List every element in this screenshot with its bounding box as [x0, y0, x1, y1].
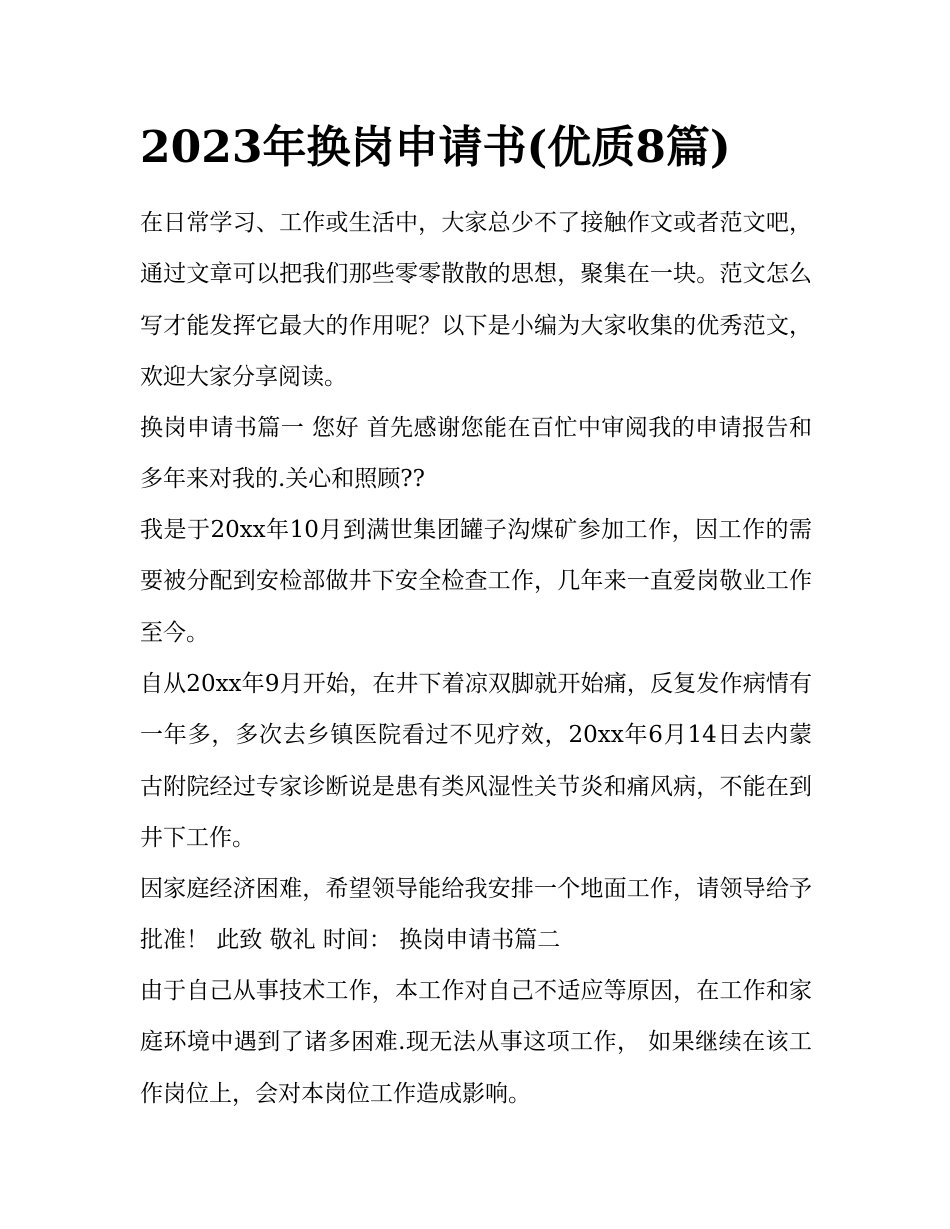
- paragraph-intro: 在日常学习、工作或生活中，大家总少不了接触作文或者范文吧，通过文章可以把我们那些零零散散的思想，聚集在一块。范文怎么写才能发挥它最大的作用呢？以下是小编为大家收集的优秀范文，欢迎大家分享阅读。: [140, 210, 812, 390]
- document-title: 2023年换岗申请书(优质8篇): [140, 122, 731, 173]
- paragraph-health-condition: 自从20xx年9月开始，在井下着凉双脚就开始痛，反复发作病情有一年多，多次去乡镇医院看过不见疗效，20xx年6月14日去内蒙古附院经过专家诊断说是患有类风湿性关节炎和痛风病，不能在到井下工作。: [140, 671, 812, 851]
- paragraph-request-closing: 因家庭经济困难，希望领导能给我安排一个地面工作，请领导给予批准！ 此致 敬礼 时间： 换岗申请书篇二: [140, 876, 812, 954]
- paragraph-employment-history: 我是于20xx年10月到满世集团罐子沟煤矿参加工作，因工作的需要被分配到安检部做井下安全检查工作，几年来一直爱岗敬业工作至今。: [140, 517, 812, 646]
- paragraph-letter-one-greeting: 换岗申请书篇一 您好 首先感谢您能在百忙中审阅我的申请报告和多年来对我的.关心和照顾??: [140, 415, 812, 493]
- paragraph-letter-two-body: 由于自己从事技术工作，本工作对自己不适应等原因，在工作和家庭环境中遇到了诸多困难.现无法从事这项工作， 如果继续在该工作岗位上，会对本岗位工作造成影响。: [140, 978, 812, 1107]
